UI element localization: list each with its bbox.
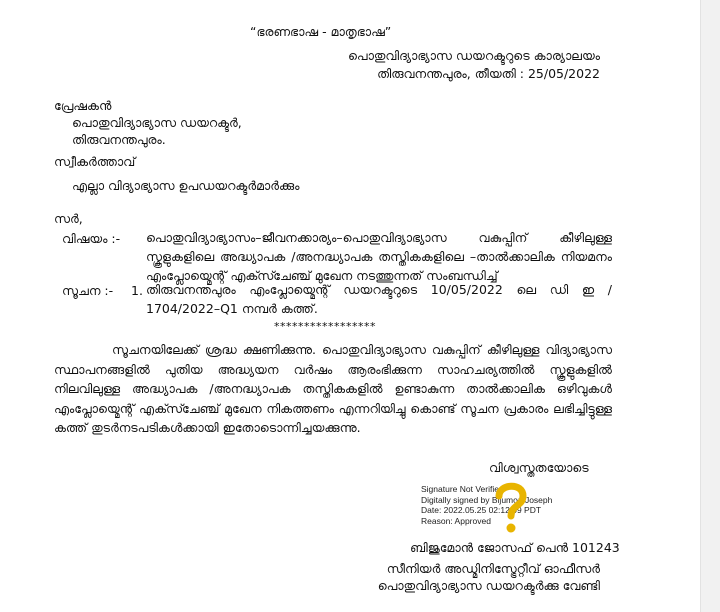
signature-status: Signature Not Verified [421, 484, 504, 494]
separator-stars: ***************** [274, 320, 376, 333]
reference-text: തിരുവനന്തപുരം എംപ്ലോയ്മെന്റ് ഡയറക്ടറുടെ 10/05/2022 ലെ ഡി ഇ / 1704/2022–Q1 നമ്പർ കത്ത്. [146, 282, 612, 316]
place-and-date: തിരുവനന്തപുരം, തീയതി : 25/05/2022 [377, 66, 600, 81]
body-paragraph: സൂചനയിലേക്ക് ശ്രദ്ധ ക്ഷണിക്കുന്നു. പൊതുവിദ്യാഭ്യാസ വകുപ്പിന് കീഴിലുള്ള വിദ്യാഭ്യാസ സ്ഥാപനങ്ങളിൽ പുതിയ അദ്ധ്യയന വർഷം ആരംഭിക്കുന്ന സാഹചര്യത്തിൽ സ്കൂളുകളിൽ നിലവിലുള്ള അദ്ധ്യാപക /അനദ്ധ്യാപക തസ്തികകളിൽ ഉണ്ടാകുന്ന താൽക്കാലിക ഒഴിവുകൾ എംപ്ലോയ്മെന്റ് എക്സ്ചേഞ്ച് മുഖേന നികത്തണം എന്നറിയിച്ചു കൊണ്ട് സൂചന പ്രകാരം ലഭിച്ചിട്ടുള്ള കത്ത് തുടർനടപടികൾക്കായി ഇതോടൊന്നിച്ചയക്കുന്നു. [54, 342, 612, 435]
signature-signed-by: Digitally signed by Bijumon Joseph [421, 494, 553, 505]
sender-line-2: തിരുവനന്തപുരം. [72, 132, 166, 147]
sender-line-1: പൊതുവിദ്യാഭ്യാസ ഡയറക്ടർ, [72, 115, 242, 130]
sender-label: പ്രേഷകൻ [54, 98, 112, 113]
digital-signature-block[interactable] [421, 484, 552, 526]
recipient-label: സ്വീകർത്താവ് [54, 154, 136, 169]
signature-date: Date: 2022.05.25 02:12:09 PDT [421, 505, 542, 515]
reference-label: സൂചന :- [62, 283, 114, 298]
signatory-name: ബിജുമോൻ ജോസഫ് പെൻ 101243 [410, 540, 620, 555]
office-name: പൊതുവിദ്യാഭ്യാസ ഡയറക്ടറുടെ കാര്യാലയം [347, 48, 600, 63]
reference-number: 1. [131, 283, 143, 298]
signature-unverified-question-icon [491, 478, 531, 536]
signatory-designation: സീനിയർ അഡ്മിനിസ്ട്രേറ്റീവ് ഓഫീസർ [386, 561, 600, 576]
subject-text: പൊതുവിദ്യാഭ്യാസം–ജീവനക്കാര്യം–പൊതുവിദ്യാഭ്യാസ വകുപ്പിന് കീഴിലുള്ള സ്കൂളുകളിലെ അദ്ധ്യാപക /അനദ്ധ്യാപക തസ്തികകളിലെ –താൽക്കാലിക നിയമനം എംപ്ലോയ്മെന്റ് എക്സ്ചേഞ്ച് മുഖേന നടത്തുന്നത് സംബന്ധിച്ച് [146, 230, 612, 283]
salutation: സർ, [54, 211, 83, 226]
signature-reason: Reason: Approved [421, 515, 491, 526]
subject-label: വിഷയം :- [62, 231, 121, 246]
viewer-right-edge [700, 0, 720, 612]
recipient-line-1: എല്ലാ വിദ്യാഭ്യാസ ഉപഡയറക്ടർമാർക്കും [72, 178, 300, 193]
official-language-motto: “ഭരണഭാഷ - മാതൃഭാഷ” [250, 24, 392, 39]
closing-salutation: വിശ്വസ്തതയോടെ [489, 460, 589, 475]
signatory-on-behalf: പൊതുവിദ്യാഭ്യാസ ഡയറക്ടർക്കു വേണ്ടി [377, 578, 600, 593]
